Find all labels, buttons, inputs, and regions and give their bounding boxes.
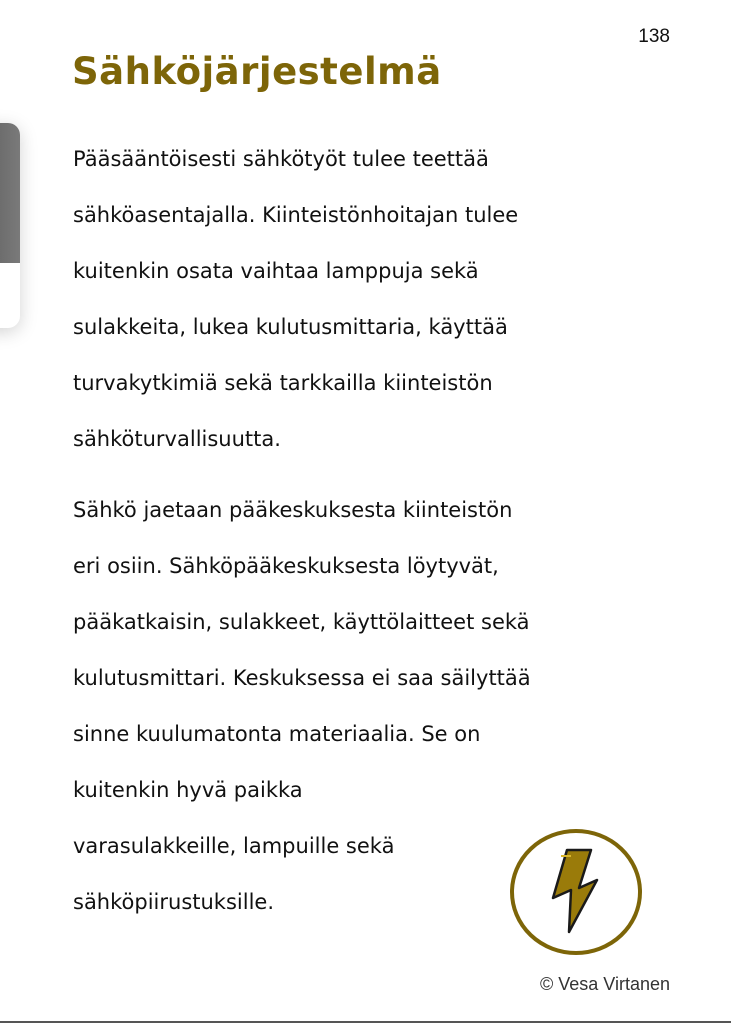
- paragraph-line: sinne kuulumatonta materiaalia. Se on: [73, 722, 481, 746]
- copyright: © Vesa Virtanen: [539, 974, 670, 994]
- paragraph-line: sulakkeita, lukea kulutusmittaria, käyttää: [73, 315, 508, 339]
- page-title: Sähköjärjestelmä: [72, 50, 442, 93]
- paragraph-line: sähköasentajalla. Kiinteistönhoitajan tulee: [73, 203, 519, 227]
- paragraph-line: sähköturvallisuutta.: [73, 427, 281, 451]
- side-tab[interactable]: [0, 123, 20, 328]
- paragraph-line: kuitenkin hyvä paikka: [73, 778, 303, 802]
- high-voltage-icon: [509, 828, 643, 956]
- paragraph-line: kulutusmittari. Keskuksessa ei saa säilyttää: [73, 666, 531, 690]
- paragraph-line: sähköpiirustuksille.: [73, 890, 275, 914]
- paragraph-line: Sähkö jaetaan pääkeskuksesta kiinteistön: [73, 498, 513, 522]
- paragraph-line: pääkatkaisin, sulakkeet, käyttölaitteet sekä: [73, 610, 530, 634]
- page-number: 138: [638, 26, 670, 47]
- paragraph-line: varasulakkeille, lampuille sekä: [73, 834, 395, 858]
- side-tab-fill: [0, 123, 20, 263]
- paragraph-line: kuitenkin osata vaihtaa lamppuja sekä: [73, 259, 479, 283]
- paragraph-line: turvakytkimiä sekä tarkkailla kiinteistön: [73, 371, 493, 395]
- paragraph-line: Pääsääntöisesti sähkötyöt tulee teettää: [73, 147, 489, 171]
- paragraph-1: [73, 131, 703, 467]
- paragraph-line: eri osiin. Sähköpääkeskuksesta löytyvät,: [73, 554, 499, 578]
